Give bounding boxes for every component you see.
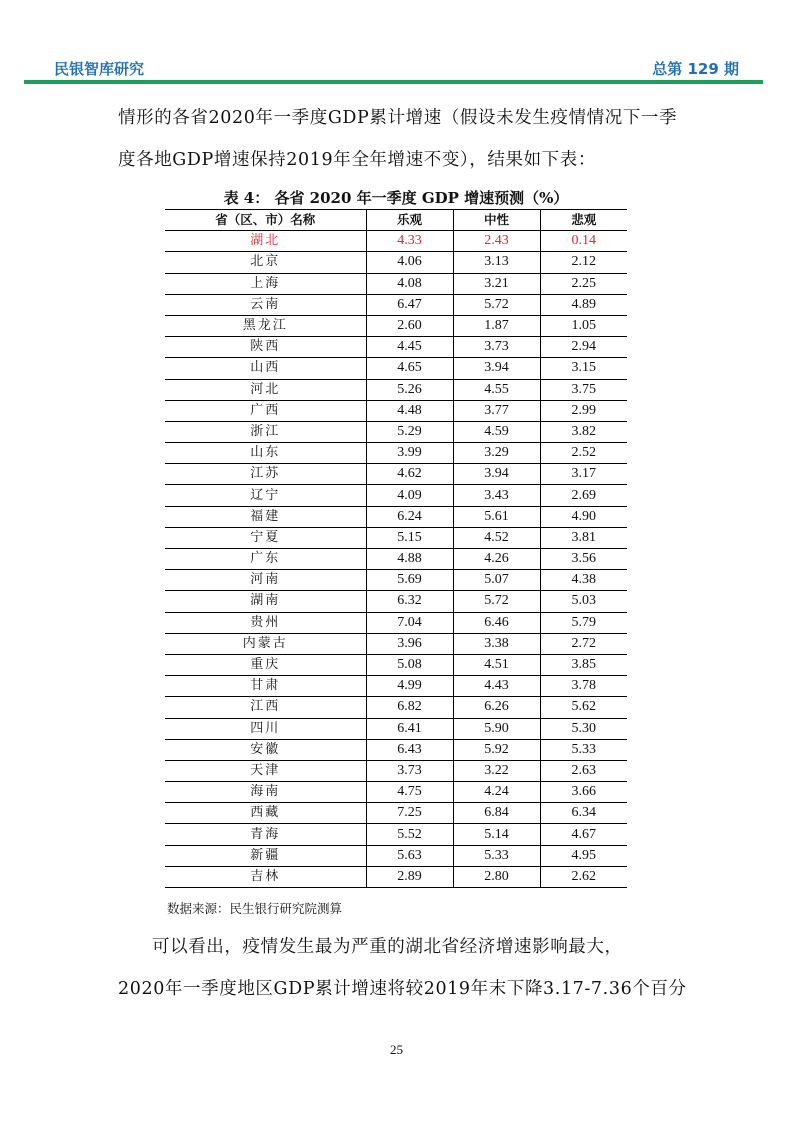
pessimistic-cell: 2.94 [540, 337, 627, 358]
table-row [165, 845, 627, 866]
neutral-cell: 3.38 [453, 633, 540, 654]
province-cell: 湖北 [165, 231, 366, 252]
neutral-cell: 5.92 [453, 739, 540, 760]
table-row [165, 273, 627, 294]
province-cell: 江西 [165, 697, 366, 718]
conclusion-paragraph-line-2: 2020年一季度地区GDP累计增速将较2019年末下降3.17-7.36个百分 [118, 979, 687, 999]
column-header-province: 省（区、市）名称 [165, 210, 366, 231]
pessimistic-cell: 3.56 [540, 549, 627, 570]
table-row [165, 633, 627, 654]
pessimistic-cell: 2.99 [540, 400, 627, 421]
table-row [165, 654, 627, 675]
neutral-cell: 4.52 [453, 527, 540, 548]
neutral-cell: 6.84 [453, 803, 540, 824]
province-cell: 吉林 [165, 866, 366, 887]
table-row [165, 676, 627, 697]
neutral-cell: 5.72 [453, 591, 540, 612]
pessimistic-cell: 2.62 [540, 866, 627, 887]
province-cell: 安徽 [165, 739, 366, 760]
pessimistic-cell: 3.15 [540, 358, 627, 379]
province-cell: 陕西 [165, 337, 366, 358]
table-row [165, 315, 627, 336]
optimistic-cell: 4.48 [366, 400, 453, 421]
publication-title: 民银智库研究 [54, 60, 145, 78]
column-header-pessimistic: 悲观 [540, 210, 627, 231]
table-row [165, 358, 627, 379]
column-header-neutral: 中性 [453, 210, 540, 231]
pessimistic-cell: 5.30 [540, 718, 627, 739]
optimistic-cell: 5.26 [366, 379, 453, 400]
header-divider [24, 80, 763, 84]
province-cell: 上海 [165, 273, 366, 294]
neutral-cell: 3.73 [453, 337, 540, 358]
neutral-cell: 2.43 [453, 231, 540, 252]
neutral-cell: 5.72 [453, 294, 540, 315]
table-header-row [165, 210, 627, 231]
province-cell: 广东 [165, 549, 366, 570]
province-cell: 重庆 [165, 654, 366, 675]
neutral-cell: 3.94 [453, 464, 540, 485]
table-row [165, 379, 627, 400]
pessimistic-cell: 2.72 [540, 633, 627, 654]
pessimistic-cell: 3.81 [540, 527, 627, 548]
pessimistic-cell: 5.33 [540, 739, 627, 760]
province-cell: 云南 [165, 294, 366, 315]
table-row [165, 337, 627, 358]
table-row [165, 400, 627, 421]
pessimistic-cell: 3.66 [540, 782, 627, 803]
optimistic-cell: 6.47 [366, 294, 453, 315]
pessimistic-cell: 4.90 [540, 506, 627, 527]
table-row [165, 464, 627, 485]
table-row [165, 760, 627, 781]
intro-paragraph-line-2: 度各地GDP增速保持2019年全年增速不变），结果如下表： [118, 150, 596, 170]
neutral-cell: 4.26 [453, 549, 540, 570]
pessimistic-cell: 5.62 [540, 697, 627, 718]
province-cell: 甘肃 [165, 676, 366, 697]
neutral-cell: 5.90 [453, 718, 540, 739]
pessimistic-cell: 4.67 [540, 824, 627, 845]
pessimistic-cell: 3.75 [540, 379, 627, 400]
province-cell: 河南 [165, 570, 366, 591]
table-row [165, 612, 627, 633]
neutral-cell: 3.77 [453, 400, 540, 421]
table-body [165, 231, 627, 888]
province-cell: 福建 [165, 506, 366, 527]
table-row [165, 803, 627, 824]
neutral-cell: 3.21 [453, 273, 540, 294]
province-cell: 江苏 [165, 464, 366, 485]
optimistic-cell: 6.24 [366, 506, 453, 527]
pessimistic-cell: 2.52 [540, 443, 627, 464]
table-row [165, 506, 627, 527]
optimistic-cell: 5.29 [366, 421, 453, 442]
table-title: 表 4： 各省 2020 年一季度 GDP 增速预测（%） [223, 189, 569, 207]
optimistic-cell: 4.06 [366, 252, 453, 273]
gdp-forecast-table [165, 209, 627, 888]
neutral-cell: 5.61 [453, 506, 540, 527]
optimistic-cell: 5.63 [366, 845, 453, 866]
province-cell: 内蒙古 [165, 633, 366, 654]
table-row [165, 718, 627, 739]
optimistic-cell: 6.32 [366, 591, 453, 612]
neutral-cell: 6.26 [453, 697, 540, 718]
pessimistic-cell: 4.95 [540, 845, 627, 866]
optimistic-cell: 4.08 [366, 273, 453, 294]
pessimistic-cell: 3.82 [540, 421, 627, 442]
province-cell: 山西 [165, 358, 366, 379]
optimistic-cell: 6.43 [366, 739, 453, 760]
neutral-cell: 3.13 [453, 252, 540, 273]
province-cell: 黑龙江 [165, 315, 366, 336]
neutral-cell: 4.55 [453, 379, 540, 400]
neutral-cell: 3.94 [453, 358, 540, 379]
optimistic-cell: 4.88 [366, 549, 453, 570]
table-row [165, 485, 627, 506]
neutral-cell: 4.43 [453, 676, 540, 697]
province-cell: 广西 [165, 400, 366, 421]
optimistic-cell: 5.69 [366, 570, 453, 591]
pessimistic-cell: 0.14 [540, 231, 627, 252]
pessimistic-cell: 3.17 [540, 464, 627, 485]
table-row [165, 231, 627, 252]
province-cell: 山东 [165, 443, 366, 464]
data-source-note: 数据来源：民生银行研究院测算 [167, 901, 343, 916]
pessimistic-cell: 2.63 [540, 760, 627, 781]
neutral-cell: 3.29 [453, 443, 540, 464]
province-cell: 四川 [165, 718, 366, 739]
table-row [165, 549, 627, 570]
neutral-cell: 3.22 [453, 760, 540, 781]
table-row [165, 527, 627, 548]
province-cell: 青海 [165, 824, 366, 845]
province-cell: 西藏 [165, 803, 366, 824]
optimistic-cell: 4.65 [366, 358, 453, 379]
optimistic-cell: 4.33 [366, 231, 453, 252]
pessimistic-cell: 3.85 [540, 654, 627, 675]
pessimistic-cell: 5.03 [540, 591, 627, 612]
province-cell: 贵州 [165, 612, 366, 633]
optimistic-cell: 6.82 [366, 697, 453, 718]
table-row [165, 697, 627, 718]
neutral-cell: 4.51 [453, 654, 540, 675]
neutral-cell: 5.33 [453, 845, 540, 866]
neutral-cell: 4.59 [453, 421, 540, 442]
optimistic-cell: 2.60 [366, 315, 453, 336]
province-cell: 河北 [165, 379, 366, 400]
province-cell: 北京 [165, 252, 366, 273]
optimistic-cell: 4.62 [366, 464, 453, 485]
province-cell: 新疆 [165, 845, 366, 866]
optimistic-cell: 3.96 [366, 633, 453, 654]
optimistic-cell: 4.45 [366, 337, 453, 358]
province-cell: 天津 [165, 760, 366, 781]
optimistic-cell: 2.89 [366, 866, 453, 887]
neutral-cell: 1.87 [453, 315, 540, 336]
optimistic-cell: 7.25 [366, 803, 453, 824]
pessimistic-cell: 2.12 [540, 252, 627, 273]
province-cell: 辽宁 [165, 485, 366, 506]
table-row [165, 443, 627, 464]
table-row [165, 570, 627, 591]
neutral-cell: 2.80 [453, 866, 540, 887]
table-row [165, 421, 627, 442]
optimistic-cell: 7.04 [366, 612, 453, 633]
pessimistic-cell: 4.38 [540, 570, 627, 591]
page-header [36, 56, 757, 82]
province-cell: 宁夏 [165, 527, 366, 548]
pessimistic-cell: 1.05 [540, 315, 627, 336]
table-row [165, 252, 627, 273]
province-cell: 湖南 [165, 591, 366, 612]
conclusion-paragraph-line-1: 可以看出，疫情发生最为严重的湖北省经济增速影响最大， [152, 937, 623, 957]
province-cell: 浙江 [165, 421, 366, 442]
neutral-cell: 5.14 [453, 824, 540, 845]
province-cell: 海南 [165, 782, 366, 803]
optimistic-cell: 4.09 [366, 485, 453, 506]
optimistic-cell: 3.73 [366, 760, 453, 781]
optimistic-cell: 5.08 [366, 654, 453, 675]
optimistic-cell: 4.99 [366, 676, 453, 697]
pessimistic-cell: 2.69 [540, 485, 627, 506]
pessimistic-cell: 5.79 [540, 612, 627, 633]
table-row [165, 591, 627, 612]
table-row [165, 824, 627, 845]
neutral-cell: 5.07 [453, 570, 540, 591]
page-number: 25 [390, 1042, 403, 1057]
pessimistic-cell: 6.34 [540, 803, 627, 824]
table-row [165, 782, 627, 803]
table-row [165, 294, 627, 315]
column-header-optimistic: 乐观 [366, 210, 453, 231]
neutral-cell: 4.24 [453, 782, 540, 803]
intro-paragraph-line-1: 情形的各省2020年一季度GDP累计增速（假设未发生疫情情况下一季 [118, 108, 678, 128]
pessimistic-cell: 4.89 [540, 294, 627, 315]
neutral-cell: 3.43 [453, 485, 540, 506]
optimistic-cell: 6.41 [366, 718, 453, 739]
table-row [165, 866, 627, 887]
optimistic-cell: 5.52 [366, 824, 453, 845]
optimistic-cell: 5.15 [366, 527, 453, 548]
optimistic-cell: 4.75 [366, 782, 453, 803]
pessimistic-cell: 2.25 [540, 273, 627, 294]
pessimistic-cell: 3.78 [540, 676, 627, 697]
issue-number: 总第 129 期 [652, 60, 739, 78]
table-row [165, 739, 627, 760]
neutral-cell: 6.46 [453, 612, 540, 633]
optimistic-cell: 3.99 [366, 443, 453, 464]
